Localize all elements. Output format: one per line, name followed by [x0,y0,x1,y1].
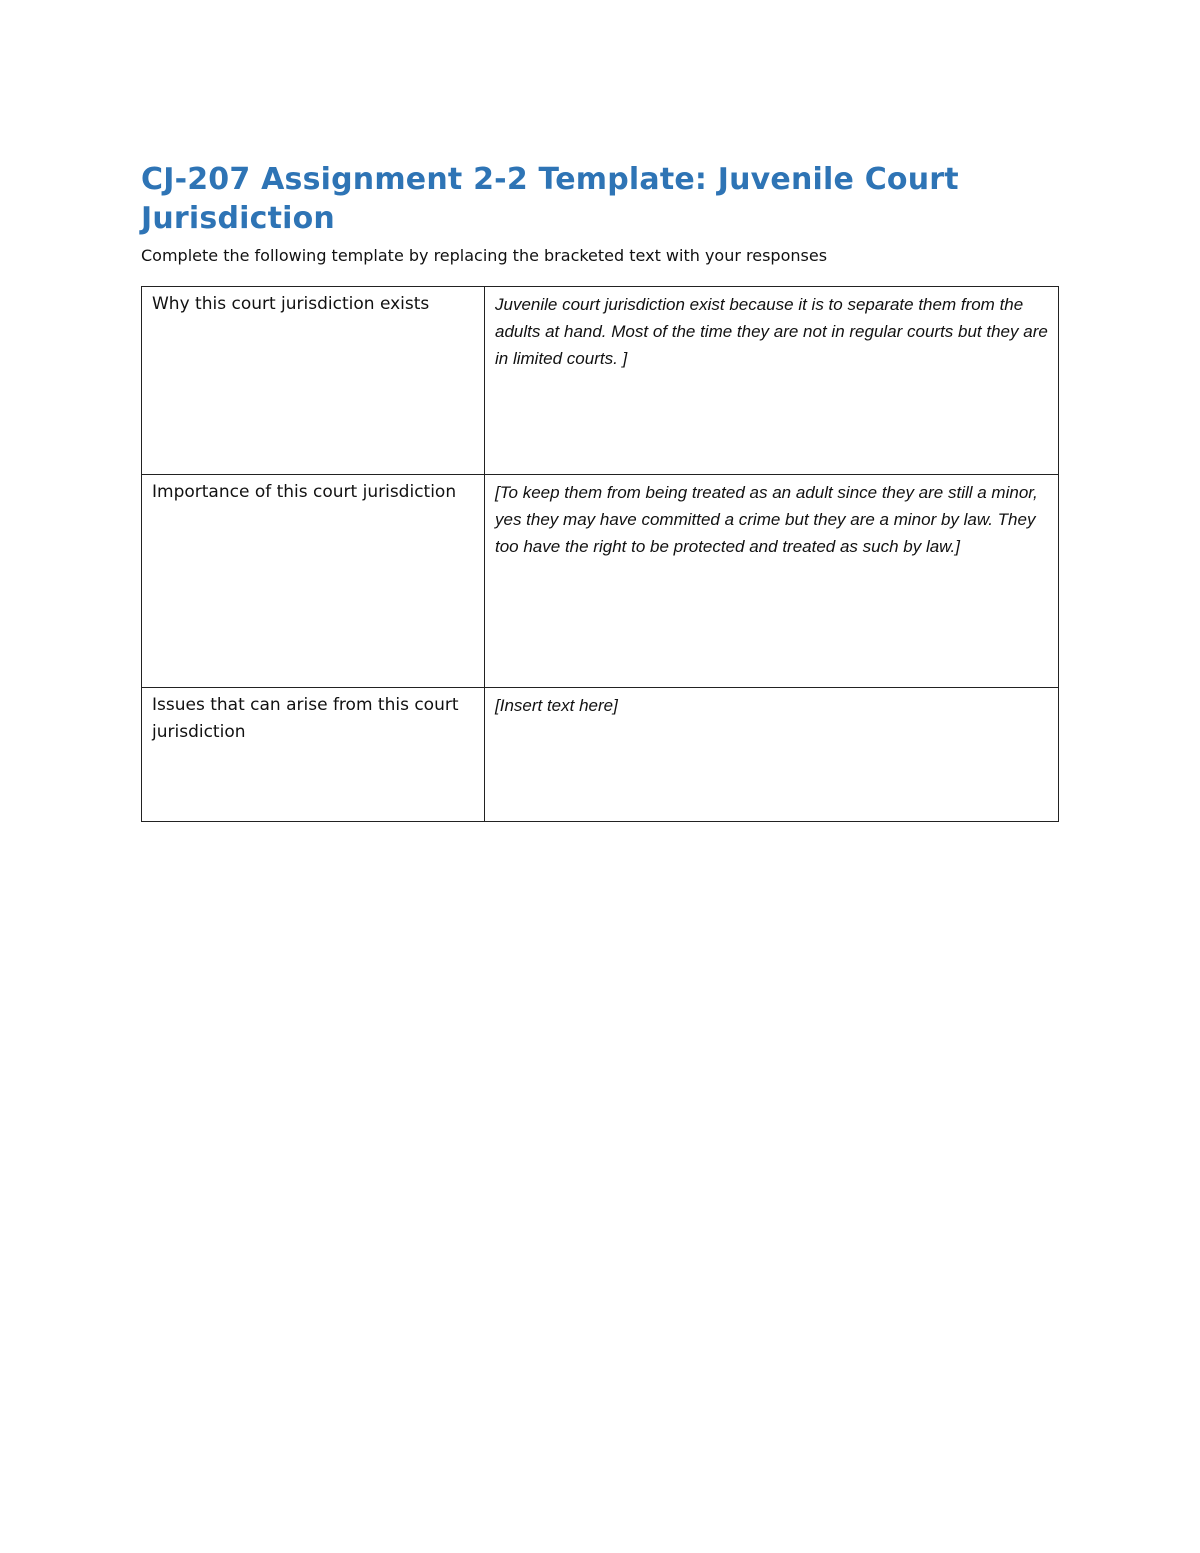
table-row [142,287,1059,475]
response-cell[interactable]: Juvenile court jurisdiction exist because it is to separate them from the adults at hand. Most of the time they are not in regular courts but they are in limited courts. ] [485,287,1059,475]
document-title: CJ-207 Assignment 2-2 Template: Juvenile Court Jurisdiction [141,162,959,236]
table-row [142,475,1059,688]
document-page [141,160,1059,742]
template-table [141,286,1059,822]
row-label: Why this court jurisdiction exists [142,287,485,475]
table-row [142,688,1059,822]
response-cell[interactable]: [To keep them from being treated as an adult since they are still a minor, yes they may have committed a crime but they are a minor by law. They too have the right to be protected and treated as such by law.] [485,475,1059,688]
row-label: Issues that can arise from this court jurisdiction [142,688,485,822]
document-instructions: Complete the following template by replacing the bracketed text with your responses [141,246,828,265]
row-label: Importance of this court jurisdiction [142,475,485,688]
response-cell[interactable]: [Insert text here] [485,688,1059,822]
